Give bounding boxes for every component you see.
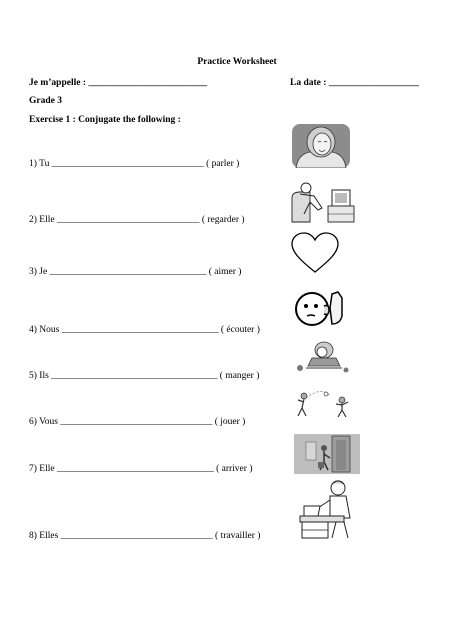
grade-label: Grade 3 (29, 96, 62, 106)
exercise-item-4: 4) Nous _________________________________ ( écouter ) (29, 325, 260, 335)
person-working-at-computer-picture (296, 478, 358, 540)
person-arriving-picture (294, 434, 360, 474)
exercise-item-5: 5) Ils ___________________________________ ( manger ) (29, 371, 260, 381)
heart-picture (290, 232, 340, 274)
children-playing-picture (292, 390, 356, 418)
worksheet-title: Practice Worksheet (197, 57, 277, 67)
name-field: Je m’appelle : _________________________ (29, 78, 208, 88)
person-watching-tv-picture (288, 178, 356, 224)
exercise-item-3: 3) Je _________________________________ ( aimer ) (29, 267, 242, 277)
woman-talking-picture (292, 124, 350, 168)
exercise-item-7: 7) Elle _________________________________ ( arriver ) (29, 464, 253, 474)
exercise-heading: Exercise 1 : Conjugate the following : (29, 115, 181, 125)
boy-listening-picture (292, 288, 348, 330)
exercise-item-2: 2) Elle ______________________________ ( regarder ) (29, 215, 245, 225)
child-eating-picture (296, 340, 350, 374)
exercise-item-6: 6) Vous ________________________________ ( jouer ) (29, 417, 246, 427)
date-field: La date : ___________________ (290, 78, 420, 88)
exercise-item-1: 1) Tu ________________________________ ( parler ) (29, 159, 240, 169)
exercise-item-8: 8) Elles ________________________________ ( travailler ) (29, 531, 261, 541)
